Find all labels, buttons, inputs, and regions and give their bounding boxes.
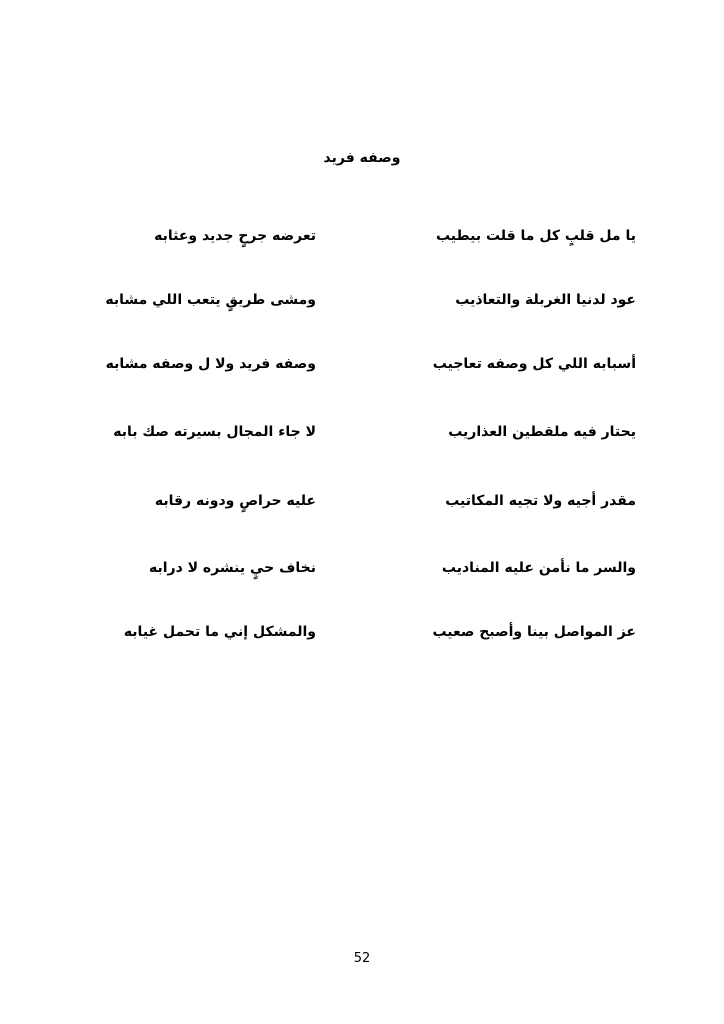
verse-line: [0, 424, 724, 448]
verse-line: [0, 356, 724, 380]
verse-second-hemistich: تعرضه جرحٍ جديد وعثابه: [154, 228, 316, 244]
page-number: 52: [353, 951, 371, 966]
verse-line: [0, 228, 724, 252]
verse-first-hemistich: عز المواصل بينا وأصبح صعيب: [432, 624, 636, 640]
verse-second-hemistich: عليه حراصٍ ودونه رقابه: [154, 493, 316, 509]
poem-title: وصفه فريد: [323, 150, 401, 166]
verse-first-hemistich: عود لدنيا الغربلة والتعاذيب: [455, 292, 636, 308]
verse-first-hemistich: أسبابه اللي كل وصفه تعاجيب: [432, 356, 636, 372]
verse-first-hemistich: يا مل قلبٍ كل ما قلت بيطيب: [435, 228, 636, 244]
verse-line: [0, 493, 724, 517]
verse-first-hemistich: يحتار فيه ملقطين العذاريب: [448, 424, 636, 440]
verse-first-hemistich: والسر ما نأمن عليه المناديب: [441, 560, 636, 576]
verse-second-hemistich: نخاف حيٍ ينشره لا درابه: [148, 560, 316, 576]
verse-line: [0, 560, 724, 584]
verse-line: [0, 292, 724, 316]
verse-second-hemistich: والمشكل إني ما تحمل غيابه: [123, 624, 316, 640]
verse-second-hemistich: ومشى طريقٍ يتعب اللي مشابه: [105, 292, 316, 308]
verse-line: [0, 624, 724, 648]
verse-second-hemistich: وصفه فريد ولا ل وصفه مشابه: [105, 356, 316, 372]
verse-first-hemistich: مقدر أجيه ولا تجيه المكاتيب: [445, 493, 636, 509]
verse-second-hemistich: لا جاء المجال بسيرته صك بابه: [113, 424, 316, 440]
